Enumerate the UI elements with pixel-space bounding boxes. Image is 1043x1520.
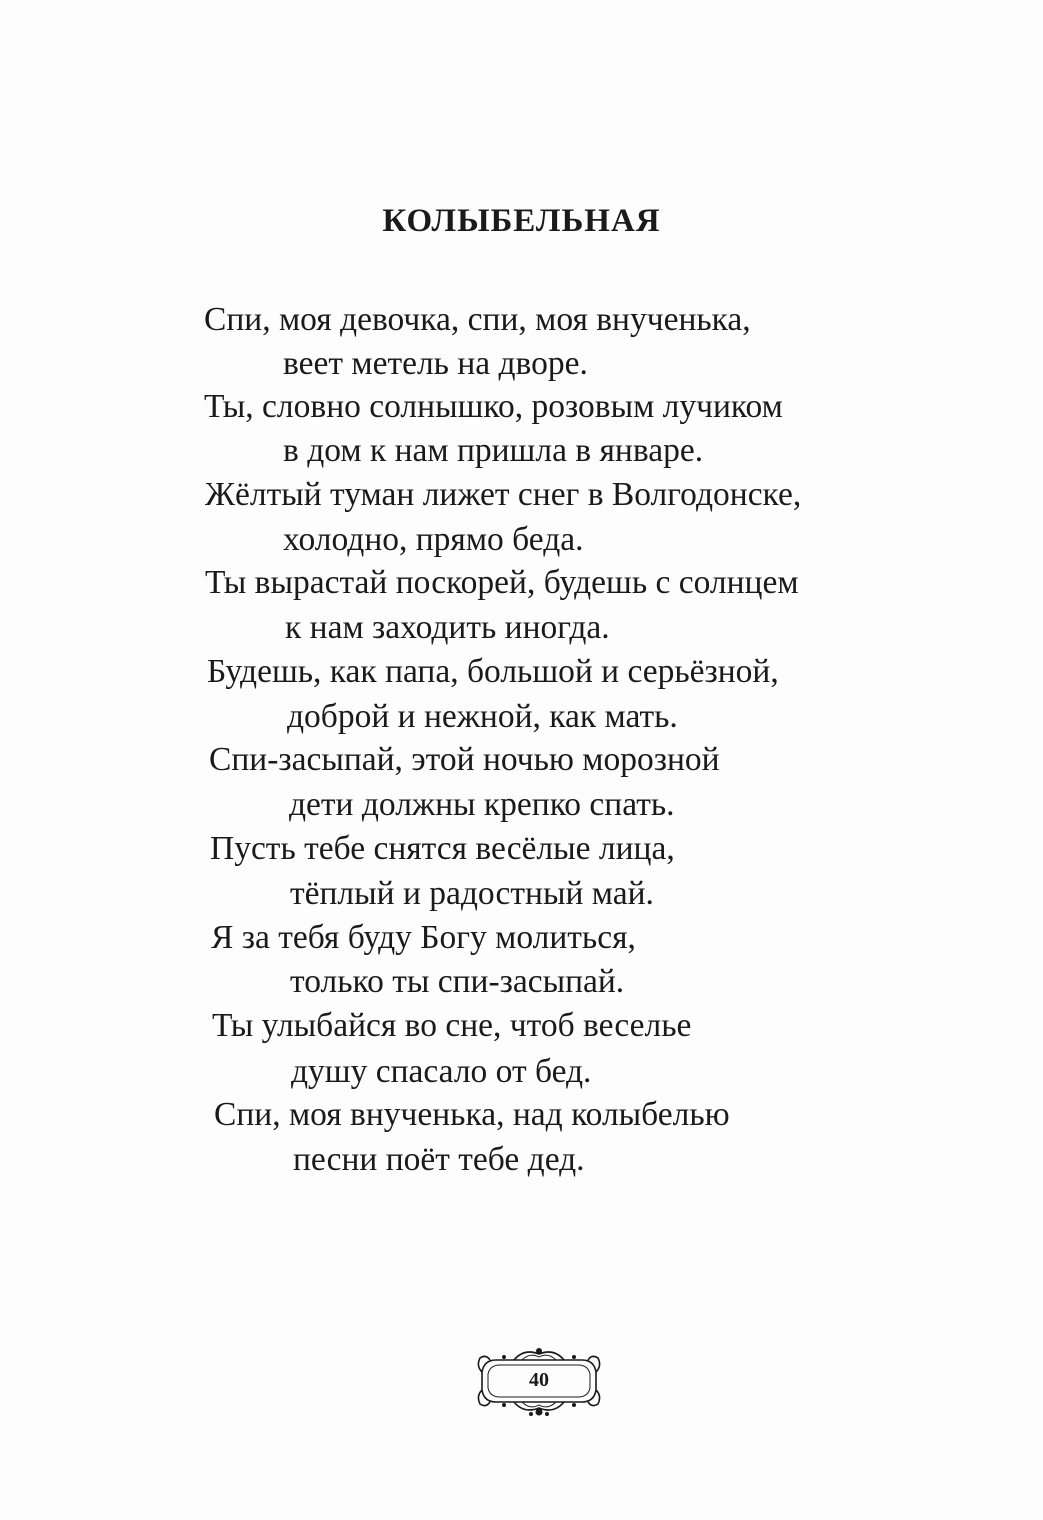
poem-line: доброй и нежной, как мать.	[287, 698, 678, 735]
page-number: 40	[529, 1369, 549, 1391]
poem-line: тёплый и радостный май.	[290, 875, 654, 912]
poem-line: дети должны крепко спать.	[289, 786, 675, 823]
poem-title: КОЛЫБЕЛЬНАЯ	[382, 203, 661, 239]
poem-line: Будешь, как папа, большой и серьёзной,	[207, 653, 779, 690]
poem-line: в дом к нам пришла в январе.	[283, 432, 704, 469]
poem-line: Спи, моя внученька, над колыбелью	[214, 1096, 730, 1133]
poem-line: веет метель на дворе.	[283, 345, 588, 382]
poem-line: Жёлтый туман лижет снег в Волгодонске,	[205, 476, 802, 513]
poem-line: Ты, словно солнышко, розовым лучиком	[204, 388, 783, 425]
poem-line: душу спасало от бед.	[291, 1053, 592, 1090]
poem-line: Пусть тебе снятся весёлые лица,	[210, 830, 675, 867]
poem-line: Я за тебя буду Богу молиться,	[211, 919, 636, 956]
poem-line: Ты вырастай поскорей, будешь с солнцем	[205, 564, 799, 601]
poem-line: Ты улыбайся во сне, чтоб веселье	[212, 1007, 692, 1044]
poem-line: только ты спи-засыпай.	[290, 963, 625, 1000]
poem-line: холодно, прямо беда.	[283, 521, 584, 558]
poem-line: Спи-засыпай, этой ночью морозной	[209, 741, 720, 778]
poem-line: к нам заходить иногда.	[285, 609, 610, 646]
poem-line: песни поёт тебе дед.	[293, 1141, 585, 1178]
poem-line: Спи, моя девочка, спи, моя внученька,	[204, 301, 751, 338]
